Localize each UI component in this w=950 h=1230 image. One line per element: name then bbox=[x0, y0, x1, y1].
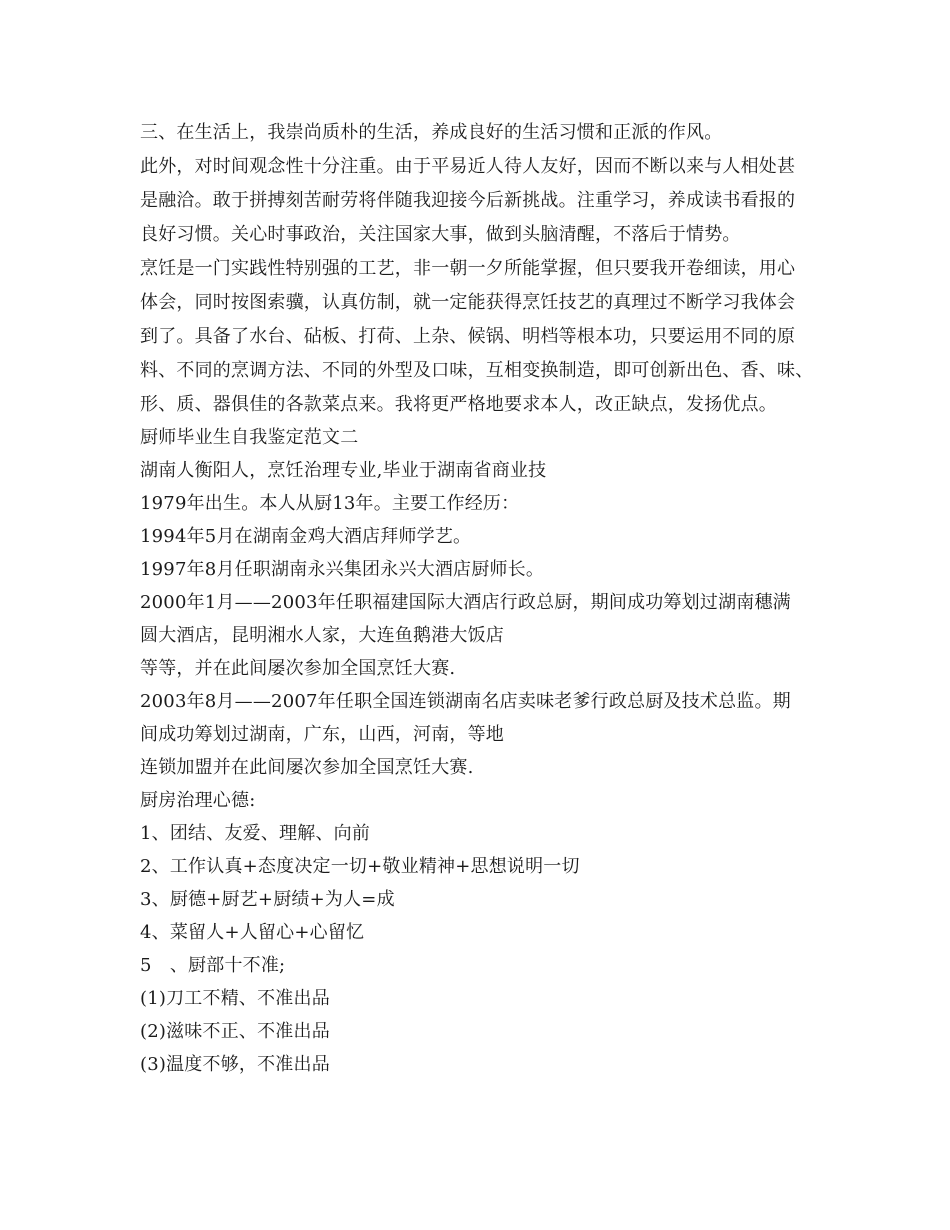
text-line: 料、不同的烹调方法、不同的外型及口味，互相变换制造，即可创新出色、香、味、 bbox=[140, 360, 814, 381]
document-body bbox=[140, 116, 830, 1081]
list-item: 2、工作认真+态度决定一切+敬业精神+思想说明一切 bbox=[140, 856, 580, 877]
sub-list-item: (3)温度不够，不准出品 bbox=[140, 1054, 330, 1075]
list-item: 3、厨德+厨艺+厨绩+为人=成 bbox=[140, 889, 395, 910]
list-item: 1、团结、友爱、理解、向前 bbox=[140, 823, 371, 844]
list-item: 5 、厨部十不准; bbox=[140, 955, 286, 976]
text-line: 1979年出生。本人从厨13年。主要工作经历： bbox=[140, 493, 520, 514]
text-line: 连锁加盟并在此间屡次参加全国烹饪大赛. bbox=[140, 757, 474, 778]
text-line: 1994年5月在湖南金鸡大酒店拜师学艺。 bbox=[140, 526, 472, 547]
text-line: 良好习惯。关心时事政治，关注国家大事，做到头脑清醒，不落后于情势。 bbox=[140, 224, 741, 245]
text-line: 1997年8月任职湖南永兴集团永兴大酒店厨师长。 bbox=[140, 559, 545, 580]
text-line: 2003年8月——2007年任职全国连锁湖南名店卖味老爹行政总厨及技术总监。期 bbox=[140, 691, 791, 712]
text-line: 2000年1月——2003年任职福建国际大酒店行政总厨，期间成功筹划过湖南穗满 bbox=[140, 592, 791, 613]
text-line: 形、质、器俱佳的各款菜点来。我将更严格地要求本人，改正缺点，发扬优点。 bbox=[140, 394, 777, 415]
text-line: 间成功筹划过湖南，广东，山西，河南，等地 bbox=[140, 724, 504, 745]
text-line: 体会，同时按图索骥，认真仿制，就一定能获得烹饪技艺的真理过不断学习我体会 bbox=[140, 292, 796, 313]
text-line: 等等，并在此间屡次参加全国烹饪大赛. bbox=[140, 658, 456, 679]
text-line: 圆大酒店，昆明湘水人家，大连鱼鹅港大饭店 bbox=[140, 625, 504, 646]
text-line: 是融洽。敢于拼搏刻苦耐劳将伴随我迎接今后新挑战。注重学习，养成读书看报的 bbox=[140, 190, 796, 211]
sub-list-item: (1)刀工不精、不准出品 bbox=[140, 988, 330, 1009]
sub-list-item: (2)滋味不正、不准出品 bbox=[140, 1021, 330, 1042]
text-line: 此外，对时间观念性十分注重。由于平易近人待人友好，因而不断以来与人相处甚 bbox=[140, 156, 796, 177]
text-line: 烹饪是一门实践性特别强的工艺，非一朝一夕所能掌握，但只要我开卷细读，用心 bbox=[140, 258, 796, 279]
text-line: 三、在生活上，我崇尚质朴的生活，养成良好的生活习惯和正派的作风。 bbox=[140, 122, 723, 143]
list-item: 4、菜留人+人留心+心留忆 bbox=[140, 922, 365, 943]
section-heading: 厨师毕业生自我鉴定范文二 bbox=[140, 427, 359, 448]
text-line: 湖南人衡阳人，烹饪治理专业,毕业于湖南省商业技 bbox=[140, 460, 547, 481]
text-line: 到了。具备了水台、砧板、打荷、上杂、候锅、明档等根本功，只要运用不同的原 bbox=[140, 326, 796, 347]
section-heading: 厨房治理心德: bbox=[140, 790, 256, 811]
